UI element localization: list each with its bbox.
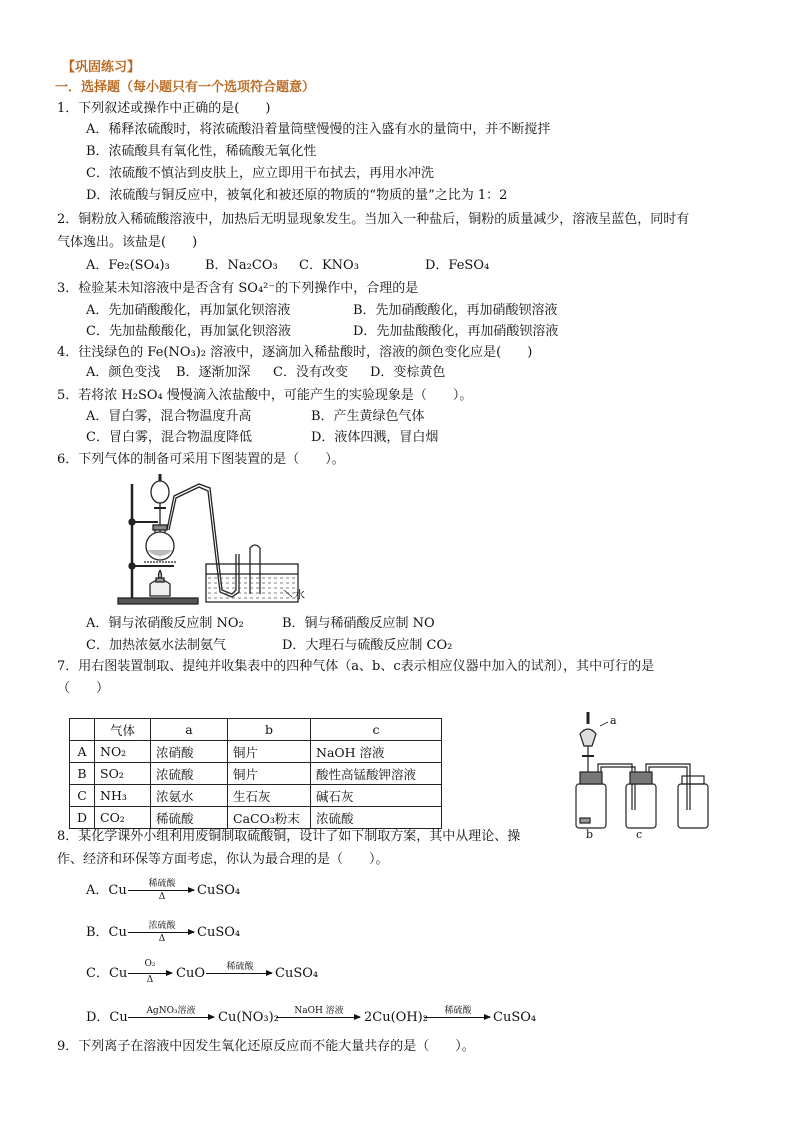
- q6-stem: 6．下列气体的制备可采用下图装置的是（ ）。: [57, 452, 345, 467]
- q7-stem-line1: 7．用右图装置制取、提纯并收集表中的四种气体（a、b、c表示相应仪器中加入的试剂），其中可行的是: [57, 659, 655, 674]
- table-cell: B: [70, 763, 95, 785]
- q9-stem: 9．下列离子在溶液中因发生氧化还原反应而不能大量共存的是（ ）。: [57, 1039, 475, 1054]
- q7-apparatus-figure: [570, 706, 730, 840]
- table-cell: 铜片: [228, 741, 311, 763]
- q4-option-b: B．逐渐加深: [176, 365, 251, 380]
- q8-c-arrow-1: [128, 973, 172, 974]
- table-cell: A: [70, 741, 95, 763]
- q8-b-product: CuSO₄: [197, 925, 241, 940]
- q7-th-a: a: [151, 719, 228, 741]
- q3-option-c: C．先加盐酸酸化，再加氯化钡溶液: [86, 324, 291, 339]
- q4-stem: 4．往浅绿色的 Fe(NO₃)₂ 溶液中，逐滴加入稀盐酸时，溶液的颜色变化应是( ): [57, 345, 533, 360]
- q7-th-gas: 气体: [95, 719, 151, 741]
- q5-stem: 5．若将浓 H₂SO₄ 慢慢滴入浓盐酸中，可能产生的实验现象是（ ）。: [57, 388, 473, 403]
- q8-b-cond-above: 浓硫酸: [148, 921, 176, 931]
- q4-option-a: A．颜色变浅: [86, 365, 161, 380]
- table-cell: 浓氨水: [151, 785, 228, 807]
- q7-label-b: b: [586, 828, 594, 840]
- table-cell: NO₂: [95, 741, 151, 763]
- q8-a-cond-above: 稀硫酸: [148, 879, 176, 889]
- table-row: [70, 785, 442, 807]
- q4-option-d: D．变棕黄色: [370, 365, 446, 380]
- q4-option-c: C．没有改变: [273, 365, 348, 380]
- q8-d-prefix: D．Cu: [86, 1010, 128, 1025]
- table-cell: D: [70, 807, 95, 829]
- q8-d-product: CuSO₄: [493, 1010, 537, 1025]
- q6-option-a: A．铜与浓硝酸反应制 NO₂: [86, 616, 244, 631]
- q8-stem-line1: 8．某化学课外小组利用废铜制取硫酸铜，设计了如下制取方案，其中从理论、操: [57, 829, 521, 844]
- q8-d-arrow-2: [276, 1017, 360, 1018]
- q7-th-0: [70, 719, 95, 741]
- table-cell: CO₂: [95, 807, 151, 829]
- q1-option-c: C．浓硫酸不慎沾到皮肤上，应立即用干布拭去，再用水冲洗: [86, 166, 434, 181]
- q8-c-mid: CuO: [176, 966, 205, 981]
- q7-stem-line2: （ ）: [57, 681, 110, 696]
- q8-c-cond-below-1: Δ: [146, 975, 154, 985]
- q7-th-b: b: [228, 719, 311, 741]
- q1-stem: 1．下列叙述或操作中正确的是( ): [57, 101, 271, 116]
- table-row: [70, 741, 442, 763]
- q8-d-cond-above-3: 稀硫酸: [444, 1006, 472, 1016]
- table-cell: C: [70, 785, 95, 807]
- q2-option-b: B．Na₂CO₃: [205, 258, 278, 273]
- q8-d-mid-1: Cu(NO₃)₂: [218, 1010, 279, 1025]
- q8-b-prefix: B．Cu: [86, 925, 127, 940]
- table-cell: CaCO₃粉末: [228, 807, 311, 829]
- q8-c-arrow-2: [206, 973, 272, 974]
- q1-option-a: A．稀释浓硫酸时，将浓硫酸沿着量筒壁慢慢的注入盛有水的量筒中，并不断搅拌: [86, 122, 551, 137]
- q2-option-d: D．FeSO₄: [425, 258, 490, 273]
- q8-c-prefix: C．Cu: [86, 966, 128, 981]
- q5-option-d: D．液体四溅，冒白烟: [311, 430, 439, 445]
- table-cell: 浓硝酸: [151, 741, 228, 763]
- q3-option-a: A．先加硝酸酸化，再加氯化钡溶液: [86, 303, 291, 318]
- q7-table-header: [70, 719, 442, 741]
- q1-option-b: B．浓硫酸具有氧化性，稀硫酸无氧化性: [86, 144, 317, 159]
- table-cell: 铜片: [228, 763, 311, 785]
- q8-c-cond-above-2: 稀硫酸: [226, 962, 254, 972]
- q7-label-a: a: [610, 714, 617, 727]
- table-cell: NaOH 溶液: [311, 741, 442, 763]
- part-title: 一．选择题（每小题只有一个选项符合题意）: [55, 80, 316, 95]
- q8-a-cond-below: Δ: [158, 892, 166, 902]
- q8-c-cond-above-1: O₂: [144, 959, 156, 969]
- q3-option-b: B．先加硝酸酸化，再加硝酸钡溶液: [353, 303, 558, 318]
- q8-c-product: CuSO₄: [275, 966, 319, 981]
- q3-option-d: D．先加盐酸酸化，再加硝酸钡溶液: [353, 324, 559, 339]
- table-row: [70, 763, 442, 785]
- q6-apparatus-figure: [114, 470, 310, 610]
- table-cell: SO₂: [95, 763, 151, 785]
- q5-option-c: C．冒白雾，混合物温度降低: [86, 430, 252, 445]
- table-cell: 稀硫酸: [151, 807, 228, 829]
- table-row: [70, 807, 442, 829]
- q8-a-arrow: [128, 890, 194, 891]
- q2-option-a: A．Fe₂(SO₄)₃: [86, 258, 170, 273]
- table-cell: 浓硫酸: [151, 763, 228, 785]
- q7-label-c: c: [636, 828, 643, 840]
- q1-option-d: D．浓硫酸与铜反应中，被氧化和被还原的物质的“物质的量”之比为 1：2: [86, 188, 508, 203]
- q2-stem-line2: 气体逸出。该盐是( ): [57, 235, 198, 250]
- q3-stem: 3．检验某未知溶液中是否含有 SO₄²⁻的下列操作中，合理的是: [57, 281, 419, 296]
- q6-water-label: 水: [294, 588, 305, 601]
- q5-option-b: B．产生黄绿色气体: [311, 409, 425, 424]
- q8-b-cond-below: Δ: [158, 934, 166, 944]
- q8-a-product: CuSO₄: [197, 883, 241, 898]
- q5-option-a: A．冒白雾，混合物温度升高: [86, 409, 252, 424]
- q8-d-arrow-3: [424, 1017, 490, 1018]
- table-cell: 生石灰: [228, 785, 311, 807]
- q6-option-b: B．铜与稀硝酸反应制 NO: [282, 616, 435, 631]
- q8-b-arrow: [128, 932, 194, 933]
- q8-d-arrow-1: [128, 1017, 214, 1018]
- q6-option-d: D．大理石与硫酸反应制 CO₂: [282, 638, 453, 653]
- q8-d-mid-2: 2Cu(OH)₂: [364, 1010, 428, 1025]
- q2-option-c: C．KNO₃: [299, 258, 359, 273]
- table-cell: NH₃: [95, 785, 151, 807]
- q8-d-cond-above-2: NaOH 溶液: [294, 1006, 344, 1016]
- table-cell: 碱石灰: [311, 785, 442, 807]
- q2-stem-line1: 2．铜粉放入稀硫酸溶液中，加热后无明显现象发生。当加入一种盐后，铜粉的质量减少，溶液呈蓝色，同时有: [57, 212, 690, 227]
- q6-option-c: C．加热浓氨水法制氨气: [86, 638, 226, 653]
- table-cell: 浓硫酸: [311, 807, 442, 829]
- section-label: 【巩固练习】: [62, 60, 141, 75]
- table-cell: 酸性高锰酸钾溶液: [311, 763, 442, 785]
- q8-d-cond-above-1: AgNO₃溶液: [146, 1006, 196, 1016]
- q8-stem-line2: 作、经济和环保等方面考虑，你认为最合理的是（ ）。: [57, 852, 389, 867]
- q8-a-prefix: A．Cu: [86, 883, 127, 898]
- q7-th-c: c: [311, 719, 442, 741]
- q7-table: [69, 718, 442, 829]
